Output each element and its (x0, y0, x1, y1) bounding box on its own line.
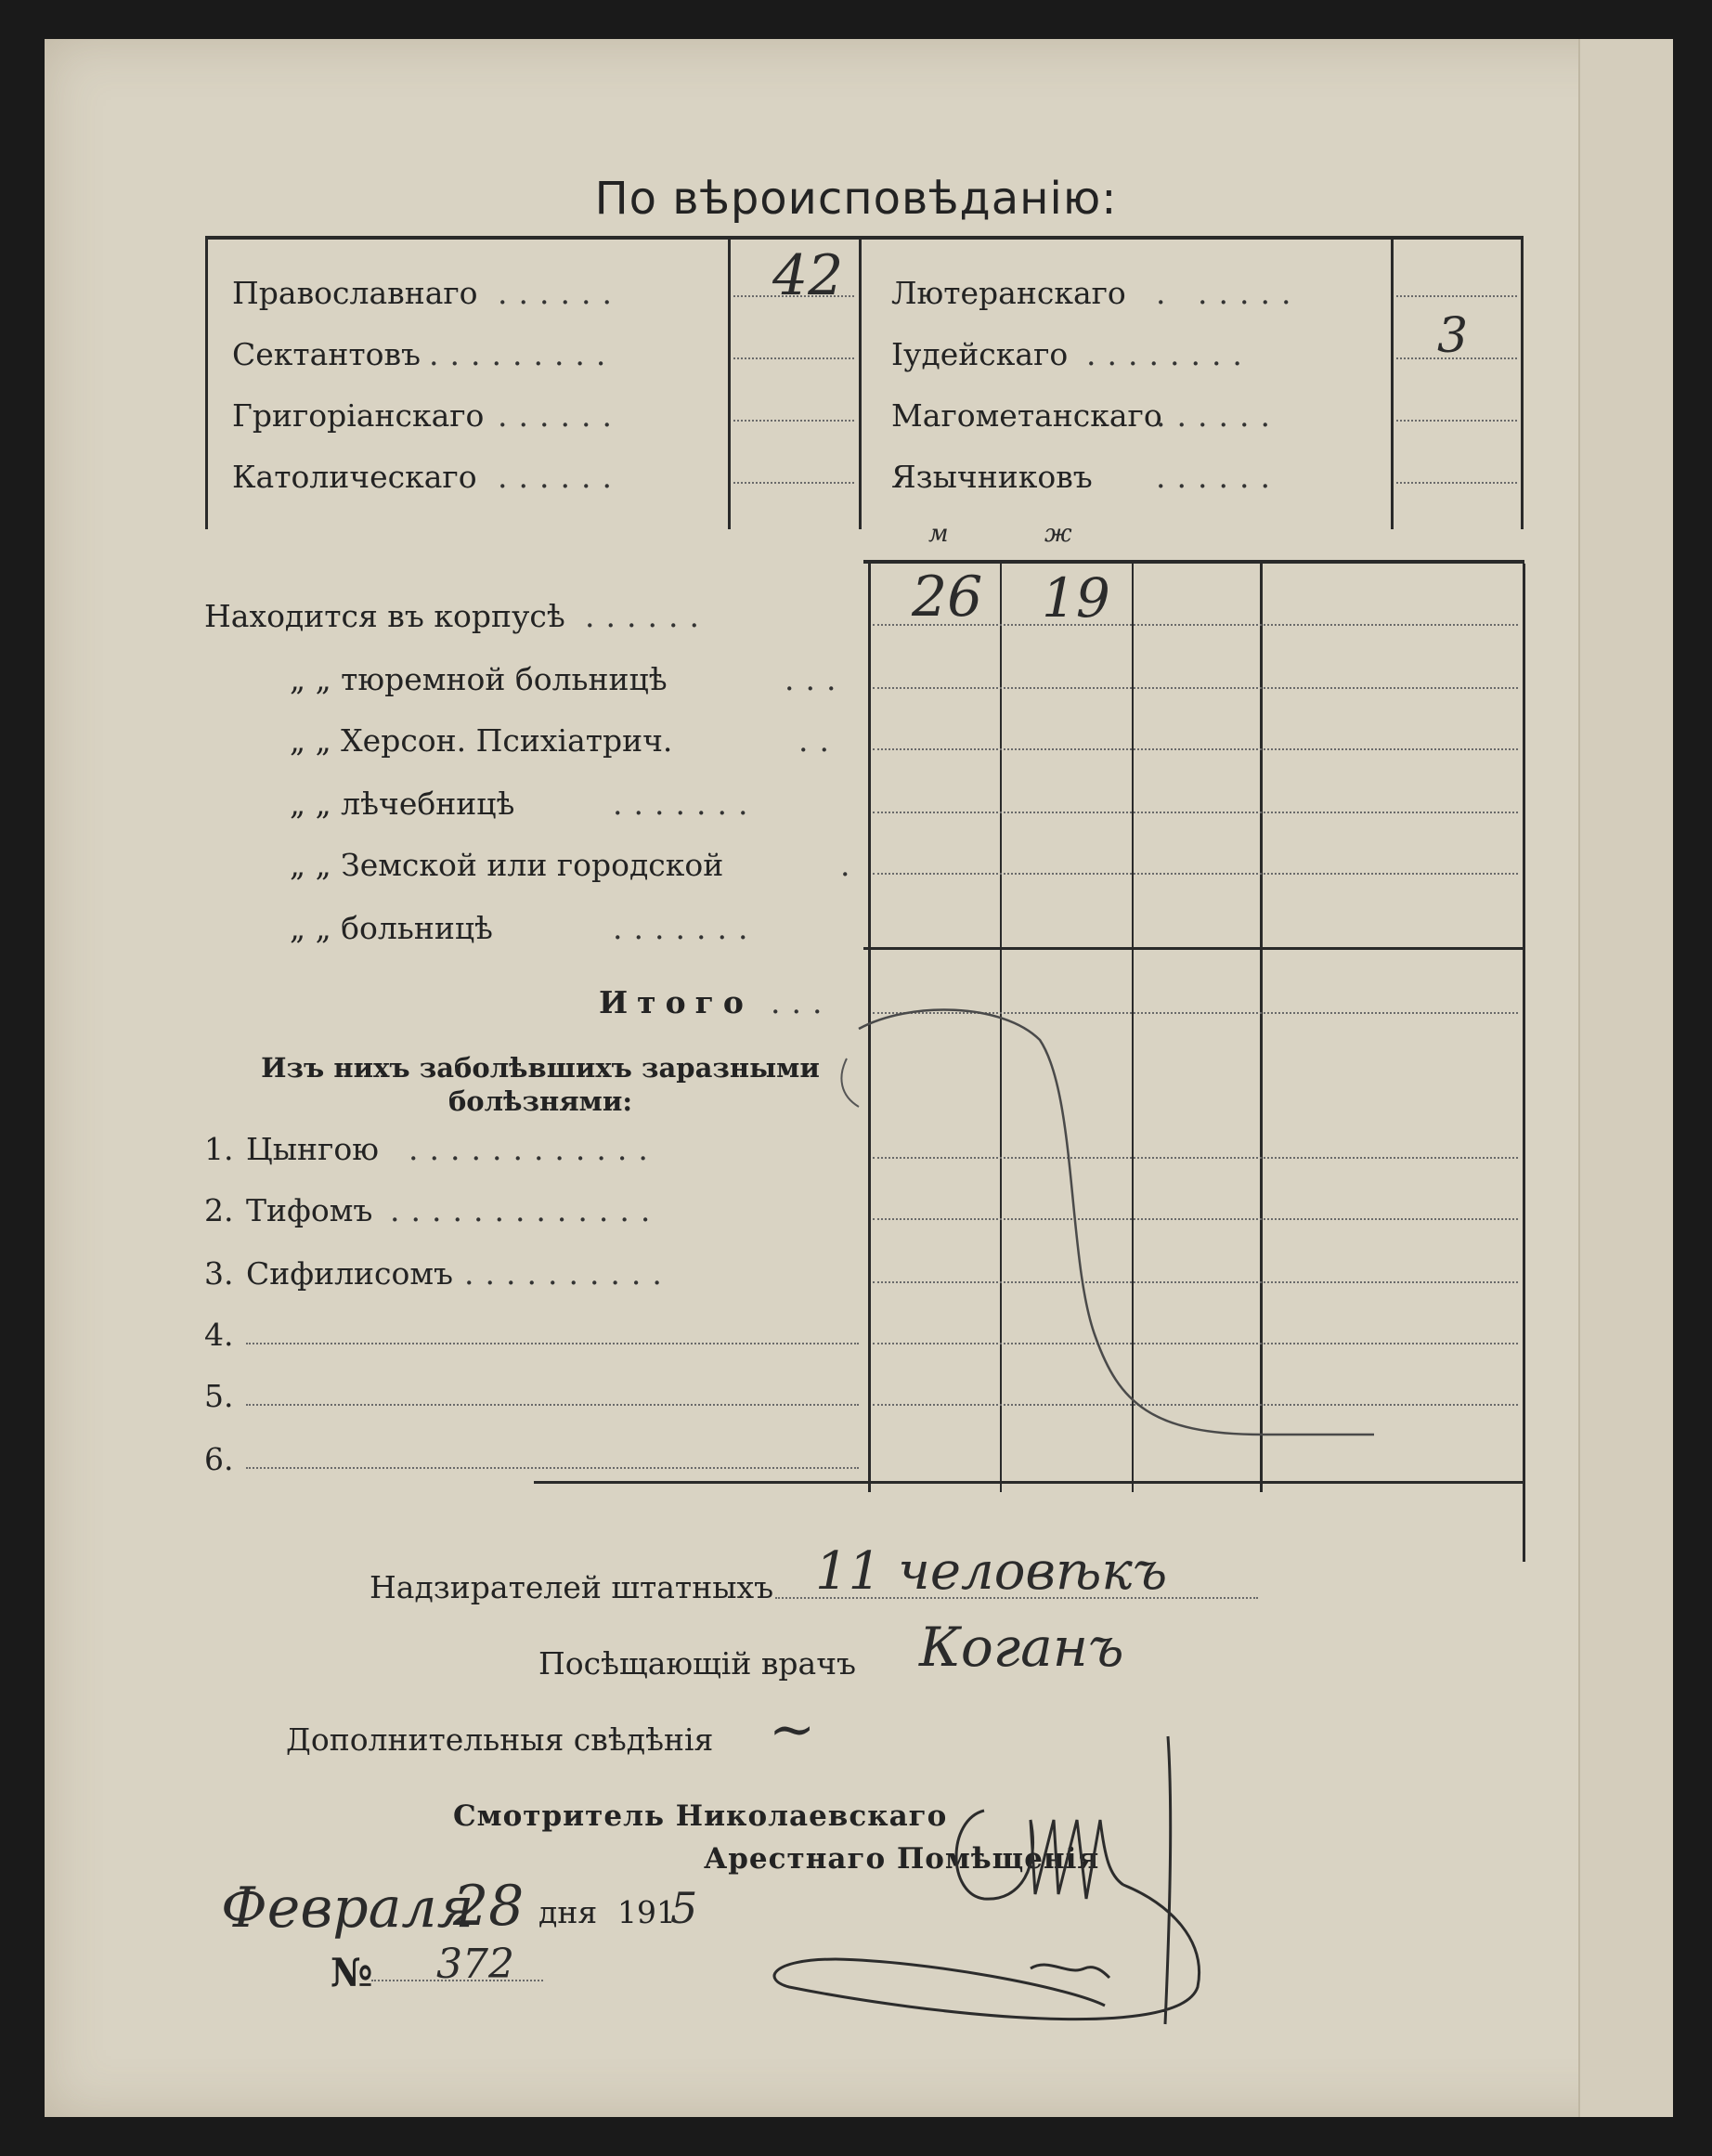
disease-num: 3. (204, 1255, 234, 1292)
strike-through-curve (859, 1009, 1374, 1435)
leader-dots: ....... (613, 786, 759, 822)
corps-count-female: 19 (1042, 566, 1110, 630)
date-year: 191 (617, 1894, 676, 1930)
disease-num: 5. (204, 1378, 234, 1414)
leader-dots: ............ (409, 1131, 659, 1167)
signature-flourish (1031, 1965, 1109, 1978)
religion-label-catholic: Католическаго (232, 459, 477, 495)
location-row-corps: Находится въ корпусѣ (204, 598, 565, 634)
leader-dots: ...... (1156, 459, 1281, 495)
signature (774, 1736, 1199, 2024)
doctor-label: Посѣщающій врачъ (538, 1645, 857, 1682)
location-row-zemstvo: „ „ Земской или городской (290, 847, 724, 883)
disease-num: 6. (204, 1441, 234, 1477)
location-row-hospital: „ „ больницѣ (290, 910, 493, 946)
religion-label-pagan: Язычниковъ (891, 459, 1093, 495)
religion-label-sectarian: Сектантовъ (232, 336, 422, 372)
page-title: По вѣроисповѣданію: (594, 173, 1118, 225)
disease-syphilis: Сифилисомъ (246, 1255, 454, 1292)
disease-num: 1. (204, 1131, 234, 1167)
religion-label-gregorian: Григоріанскаго (232, 397, 485, 434)
leader-dots: ........ (1086, 336, 1253, 372)
bracket-mark (841, 1059, 859, 1107)
date-day-word: дня (538, 1894, 598, 1930)
diseases-heading: Изъ нихъ заболѣвшихъ заразными болѣзнями: (261, 1052, 820, 1117)
leader-dots: ............. (390, 1192, 662, 1228)
disease-scurvy: Цынгою (246, 1131, 379, 1167)
location-row-clinic: „ „ лѣчебницѣ (290, 786, 515, 822)
religion-label-jewish: Іудейскаго (891, 336, 1069, 372)
guards-label: Надзирателей штатныхъ (370, 1569, 774, 1605)
column-mark-female: ж (1044, 520, 1072, 548)
doctor-value: Коганъ (919, 1616, 1124, 1679)
leader-dots: . ..... (1156, 275, 1303, 311)
column-mark-male: м (928, 520, 949, 548)
number-label: № (331, 1950, 373, 1995)
leader-dots: ...... (1156, 397, 1281, 434)
orthodox-value: 42 (772, 243, 844, 308)
number-value: 372 (436, 1941, 514, 1988)
jewish-value: 3 (1437, 308, 1469, 364)
disease-num: 2. (204, 1192, 234, 1228)
location-row-kherson-psych: „ „ Херсон. Психіатрич. (290, 722, 673, 759)
date-year-digit: 5 (670, 1883, 698, 1933)
leader-dots: ....... (613, 910, 759, 946)
leader-dots: ...... (585, 598, 710, 634)
religion-label-orthodox: Православнаго (232, 275, 478, 311)
leader-dots: ...... (498, 275, 623, 311)
disease-num: 4. (204, 1317, 234, 1353)
religion-label-muslim: Магометанскаго (891, 397, 1162, 434)
signatory-line-2: Арестнаго Помѣщенія (704, 1842, 1100, 1876)
date-day: 28 (453, 1874, 525, 1939)
leader-dots: ... (785, 661, 848, 697)
leader-dots: . (840, 847, 862, 883)
location-row-prison-hospital: „ „ тюремной больницѣ (290, 661, 668, 697)
religion-label-lutheran: Лютеранскаго (891, 275, 1126, 311)
guards-value: 11 человѣкъ (815, 1541, 1168, 1602)
leader-dots: .......... (464, 1255, 673, 1292)
corps-count-male: 26 (912, 565, 983, 630)
leader-dots: ... (771, 984, 834, 1020)
disease-typhus: Тифомъ (246, 1192, 373, 1228)
date-month: Февраля (221, 1876, 474, 1941)
total-label: Итого (599, 984, 753, 1020)
extra-value: ~ (769, 1697, 816, 1762)
signatory-line-1: Смотритель Николаевскаго (453, 1799, 948, 1833)
extra-label: Дополнительныя свѣдѣнія (286, 1721, 714, 1758)
leader-dots: .. (798, 722, 840, 759)
leader-dots: ...... (498, 459, 623, 495)
leader-dots: ......... (429, 336, 617, 372)
leader-dots: ...... (498, 397, 623, 434)
